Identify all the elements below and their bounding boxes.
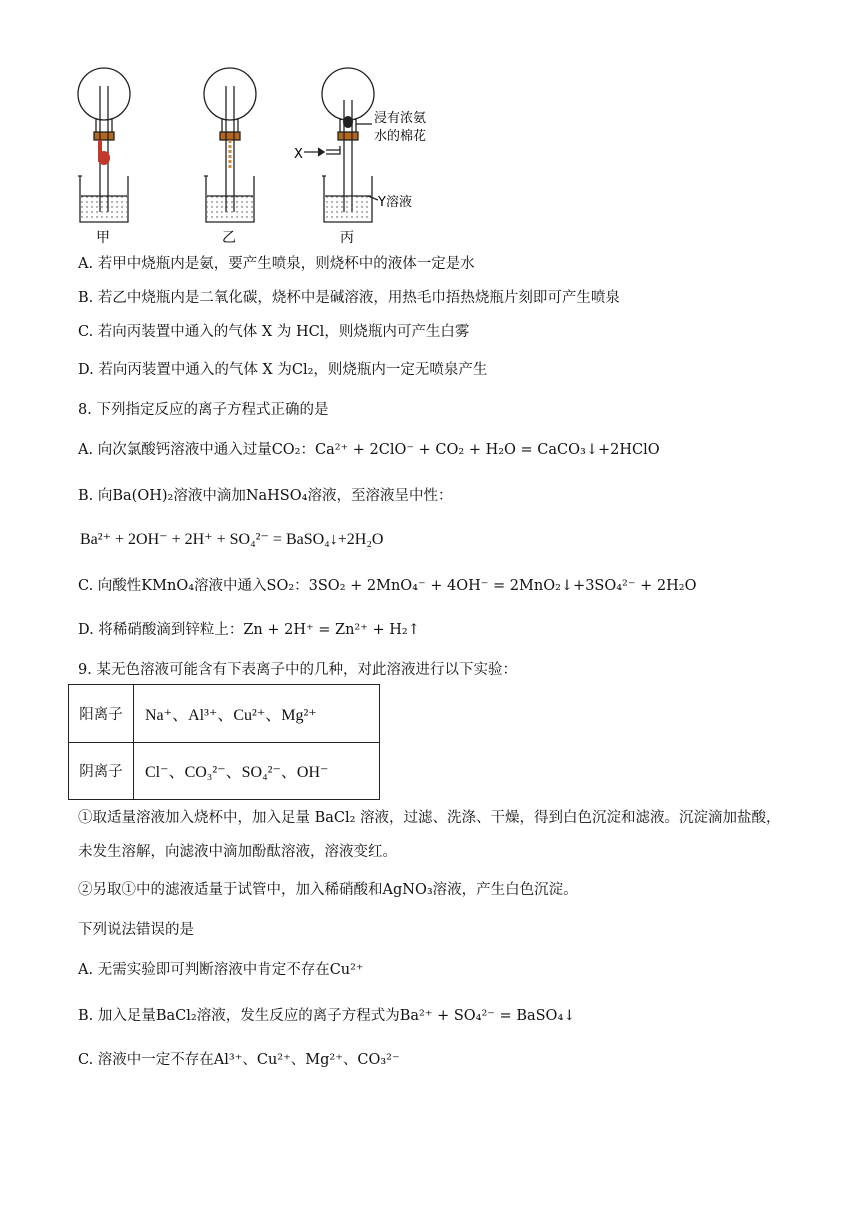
anion-ions: Cl⁻、CO₃²⁻、SO₄²⁻、OH⁻ bbox=[145, 764, 329, 781]
q7-option-d: D. 若向丙装置中通入的气体 X 为Cl₂，则烧瓶内一定无喷泉产生 bbox=[78, 362, 488, 378]
ion-table bbox=[68, 684, 380, 800]
q9-option-a: A. 无需实验即可判断溶液中肯定不存在Cu²⁺ bbox=[78, 962, 364, 978]
q8-option-c: C. 向酸性KMnO₄溶液中通入SO₂：3SO₂ + 2MnO₄⁻ + 4OH⁻ = 2MnO₂↓+3SO₄²⁻ + 2H₂O bbox=[78, 578, 697, 594]
q9-step1-line2: 未发生溶解，向滤液中滴加酚酞溶液，溶液变红。 bbox=[78, 844, 397, 860]
cation-ions: Na⁺、Al³⁺、Cu²⁺、Mg²⁺ bbox=[145, 707, 317, 724]
q9-ask: 下列说法错误的是 bbox=[78, 922, 194, 938]
cotton-label-2: 水的棉花 bbox=[374, 129, 427, 144]
cotton-label-1: 浸有浓氨 bbox=[374, 111, 427, 126]
q9-stem: 9. 某无色溶液可能含有下表离子中的几种，对此溶液进行以下实验： bbox=[78, 662, 517, 678]
q8-stem: 8. 下列指定反应的离子方程式正确的是 bbox=[78, 402, 329, 418]
q8-option-b-equation: Ba²⁺ + 2OH⁻ + 2H⁺ + SO₄²⁻ = BaSO₄↓+2H₂O bbox=[80, 531, 384, 548]
q7-option-a: A. 若甲中烧瓶内是氨，要产生喷泉，则烧杯中的液体一定是水 bbox=[78, 256, 475, 272]
q7-option-b: B. 若乙中烧瓶内是二氧化碳，烧杯中是碱溶液，用热毛巾捂热烧瓶片刻即可产生喷泉 bbox=[78, 290, 620, 306]
anion-label: 阴离子 bbox=[69, 742, 134, 799]
table-row-cation bbox=[69, 685, 379, 743]
label-yi: 乙 bbox=[222, 230, 236, 246]
q9-step2: ②另取①中的滤液适量于试管中，加入稀硝酸和AgNO₃溶液，产生白色沉淀。 bbox=[78, 882, 578, 898]
q9-option-b: B. 加入足量BaCl₂溶液，发生反应的离子方程式为Ba²⁺ + SO₄²⁻ = BaSO₄↓ bbox=[78, 1008, 576, 1024]
table-row-anion bbox=[69, 742, 379, 799]
apparatus-bing bbox=[304, 68, 378, 222]
q8-option-b: B. 向Ba(OH)₂溶液中滴加NaHSO₄溶液，至溶液呈中性： bbox=[78, 488, 453, 504]
q8-option-d: D. 将稀硝酸滴到锌粒上：Zn + 2H⁺ = Zn²⁺ + H₂↑ bbox=[78, 622, 420, 638]
apparatus-yi bbox=[204, 68, 256, 222]
q9-step1-line1: ①取适量溶液加入烧杯中，加入足量 BaCl₂ 溶液，过滤、洗涤、干燥，得到白色沉淀和滤液。沉淀滴加盐酸， bbox=[78, 810, 781, 826]
q9-option-c: C. 溶液中一定不存在Al³⁺、Cu²⁺、Mg²⁺、CO₃²⁻ bbox=[78, 1052, 400, 1068]
cation-label: 阳离子 bbox=[69, 685, 134, 742]
x-label: X bbox=[294, 147, 303, 162]
fountain-apparatus-figure bbox=[0, 0, 860, 250]
q7-option-c: C. 若向丙装置中通入的气体 X 为 HCl，则烧瓶内可产生白雾 bbox=[78, 324, 470, 340]
label-jia: 甲 bbox=[96, 230, 110, 246]
q8-option-a: A. 向次氯酸钙溶液中通入过量CO₂：Ca²⁺ + 2ClO⁻ + CO₂ + H₂O = CaCO₃↓+2HClO bbox=[78, 442, 660, 458]
apparatus-jia bbox=[78, 68, 130, 222]
label-bing: 丙 bbox=[340, 230, 354, 246]
y-solution-label: Y溶液 bbox=[378, 195, 412, 210]
